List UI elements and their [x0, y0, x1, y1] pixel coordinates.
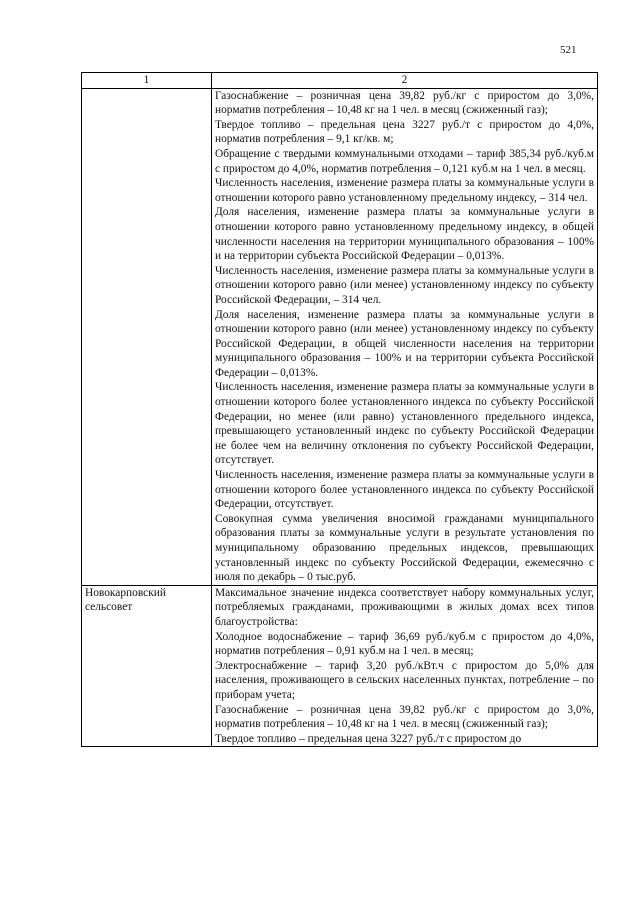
paragraph: Совокупная сумма увеличения вносимой гражданами муниципального образования платы за коммунальные услуги в результате установления по муниципальному образованию предельных индексов, превышающих установленный индекс по субъекту Российской Федерации, ежемесячно с июля по декабрь – 0 тыс.руб. — [215, 512, 594, 584]
paragraph: Газоснабжение – розничная цена 39,82 руб./кг с приростом до 3,0%, норматив потребления – 10,48 кг на 1 чел. в месяц (сжиженный газ); — [215, 89, 594, 117]
municipality-cell: Новокарповский сельсовет — [82, 585, 212, 747]
paragraph: Численность населения, изменение размера платы за коммунальные услуги в отношении которого равно установленному предельному индексу, – 314 чел. — [215, 177, 594, 204]
paragraph: Твердое топливо – предельная цена 3227 руб./т с приростом до — [215, 732, 522, 745]
paragraph: Численность населения, изменение размера платы за коммунальные услуги в отношении которого равно (или менее) установленному индексу по субъекту Российской Федерации, – 314 чел. — [215, 264, 594, 306]
column-header-1: 1 — [82, 73, 212, 89]
paragraph: Доля населения, изменение размера платы за коммунальные услуги в отношении которого равно установленному предельному индексу, в общей численности населения на территории муниципального образования – 100% и на территории субъекта Российской Федерации – 0,013%. — [215, 206, 594, 263]
paragraph: Твердое топливо – предельная цена 3227 руб./т с приростом до 4,0%, норматив потребления – 9,1 кг/кв. м; — [215, 118, 594, 146]
paragraph: Численность населения, изменение размера платы за коммунальные услуги в отношении которого более установленного индекса по субъекту Российской Федерации, но менее (или равно) установленного предельного индекса, превышающего установленный индекс по субъекту Российской Федерации не более чем на величину отклонения по субъекту Российской Федерации, отсутствует. — [215, 381, 594, 467]
document-table — [81, 72, 598, 747]
page-number: 521 — [560, 44, 577, 56]
paragraph: Численность населения, изменение размера платы за коммунальные услуги в отношении которого более установленного индекса по субъекту Российской Федерации, отсутствует. — [215, 469, 594, 511]
header-row — [82, 73, 598, 89]
table-row — [82, 585, 598, 747]
content-cell — [212, 88, 598, 585]
municipality-cell — [82, 88, 212, 585]
paragraph: Холодное водоснабжение – тариф 36,69 руб./куб.м с приростом до 4,0%, норматив потребления – 0,91 куб.м на 1 чел. в месяц; — [215, 630, 594, 658]
paragraph: Доля населения, изменение размера платы за коммунальные услуги в отношении которого равно (или менее) установленному индексу по субъекту Российской Федерации, в общей численности населения на территории муниципального образования – 100% и на территории субъекта Российской Федерации – 0,013%. — [215, 308, 594, 379]
column-header-2: 2 — [212, 73, 598, 89]
paragraph: Максимальное значение индекса соответствует набору коммунальных услуг, потребляемых гражданами, проживающими в жилых домах всех типов благоустройства: — [215, 586, 594, 628]
paragraph: Обращение с твердыми коммунальными отходами – тариф 385,34 руб./куб.м с приростом до 4,0%, норматив потребления – 0,121 куб.м на 1 чел. в месяц. — [215, 147, 594, 175]
paragraph: Газоснабжение – розничная цена 39,82 руб./кг с приростом до 3,0%, норматив потребления – 10,48 кг на 1 чел. в месяц (сжиженный газ); — [215, 703, 594, 731]
table-row — [82, 88, 598, 585]
content-cell — [212, 585, 598, 747]
paragraph: Электроснабжение – тариф 3,20 руб./кВт.ч с приростом до 5,0% для населения, проживающего в сельских населенных пунктах, потребление – по приборам учета; — [215, 659, 594, 701]
